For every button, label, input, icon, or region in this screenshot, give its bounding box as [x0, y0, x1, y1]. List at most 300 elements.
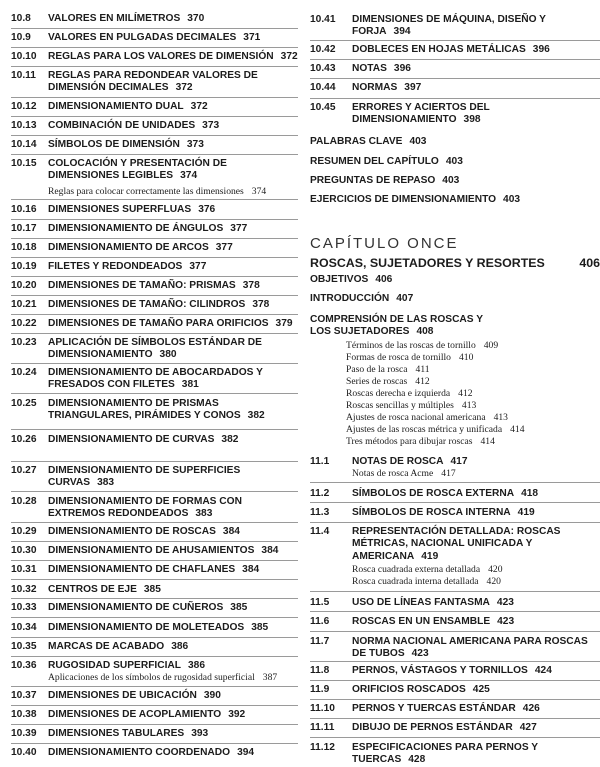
entry-page: 373: [202, 120, 220, 131]
entry-page: 381: [181, 379, 199, 391]
entry-text: [352, 102, 598, 127]
entry-text: [48, 709, 298, 721]
entry-text: [48, 337, 298, 362]
entry-text: [48, 261, 298, 273]
entry-page: 407: [396, 293, 414, 304]
entry-text: [48, 545, 298, 557]
entry-title: NOTAS DE ROSCA: [352, 456, 444, 467]
entry-page: 423: [411, 648, 429, 660]
entry-text: [352, 14, 598, 39]
entry-page: 423: [497, 616, 515, 627]
entry-page: 390: [203, 690, 221, 701]
divider: [310, 661, 600, 662]
entry-page: 386: [188, 660, 206, 671]
subentry-page: 414: [480, 436, 495, 447]
entry-page: 382: [247, 410, 265, 422]
entry-title: DIMENSIONAMIENTO DE SUPERFICIES CURVAS: [48, 465, 241, 489]
entry-title: DOBLECES EN HOJAS METÁLICAS: [352, 44, 526, 55]
divider: [11, 429, 298, 430]
entry-text: [352, 63, 598, 75]
entry-page: 384: [261, 545, 279, 556]
divider: [11, 28, 298, 29]
entry-number: 10.19: [11, 261, 37, 272]
entry-text: [48, 280, 298, 292]
entry-page: 403: [442, 175, 460, 186]
entry-title: DIMENSIONAMIENTO DE CUÑEROS: [48, 602, 224, 613]
entry-title: DIMENSIONAMIENTO DE FORMAS CON EXTREMOS REDONDEADOS: [48, 496, 242, 520]
divider: [310, 78, 600, 79]
entry-page: 384: [222, 526, 240, 537]
entry-title: DIMENSIONES TABULARES: [48, 728, 185, 739]
entry-text: [48, 526, 298, 538]
entry-text: [352, 526, 598, 563]
entry-title: DIMENSIONAMIENTO DUAL: [48, 101, 184, 112]
entry-number: 10.34: [11, 622, 37, 633]
entry-text: [48, 32, 298, 44]
toc-entry: [310, 194, 520, 206]
entry-text: [48, 13, 298, 25]
entry-number: 10.43: [310, 63, 336, 74]
entry-title: RUGOSIDAD SUPERFICIAL: [48, 660, 182, 671]
subentry-title: Rosca cuadrada interna detallada: [352, 576, 479, 587]
divider: [11, 257, 298, 258]
divider: [310, 482, 600, 483]
divider: [11, 541, 298, 542]
entry-title: DIMENSIONAMIENTO DE CHAFLANES: [48, 564, 236, 575]
divider: [11, 276, 298, 277]
entry-title: DIBUJO DE PERNOS ESTÁNDAR: [352, 722, 513, 733]
entry-page: 372: [175, 82, 193, 94]
entry-number: 10.14: [11, 139, 37, 150]
entry-title: DIMENSIONES DE UBICACIÓN: [48, 690, 197, 701]
subentry-title: Ajustes de rosca nacional americana: [346, 412, 486, 423]
entry-title: FILETES Y REDONDEADOS: [48, 261, 183, 272]
entry-title: NORMAS: [352, 82, 398, 93]
entry-text: [352, 597, 598, 609]
entry-title: SÍMBOLOS DE ROSCA EXTERNA: [352, 488, 515, 499]
entry-title: COMBINACIÓN DE UNIDADES: [48, 120, 196, 131]
subentry: [346, 400, 476, 411]
entry-text: [352, 488, 598, 500]
entry-page: 376: [198, 204, 216, 215]
entry-title: DIMENSIONAMIENTO DE ROSCAS: [48, 526, 216, 537]
entry-number: 11.12: [310, 742, 335, 753]
subentry: [48, 672, 277, 683]
entry-number: 10.30: [11, 545, 37, 556]
divider: [11, 656, 298, 657]
entry-number: 10.40: [11, 747, 37, 758]
entry-text: [48, 690, 298, 702]
subentry: [346, 364, 430, 375]
divider: [11, 47, 298, 48]
entry-page: 377: [189, 261, 207, 272]
entry-title: REGLAS PARA LOS VALORES DE DIMENSIÓN: [48, 51, 274, 62]
entry-text: [48, 242, 298, 254]
divider: [11, 154, 298, 155]
entry-number: 11.6: [310, 616, 330, 627]
entry-number: 11.9: [310, 684, 330, 695]
toc-entry: [310, 293, 413, 305]
entry-text: [352, 742, 598, 767]
divider: [310, 522, 600, 523]
entry-number: 10.17: [11, 223, 37, 234]
entry-page: 396: [393, 63, 411, 74]
entry-text: [48, 465, 298, 490]
entry-title: EJERCICIOS DE DIMENSIONAMIENTO: [310, 194, 497, 205]
subentry-title: Formas de rosca de tornillo: [346, 352, 451, 363]
chapter-label: CAPÍTULO ONCE: [310, 235, 459, 252]
entry-title: PERNOS Y TUERCAS ESTÁNDAR: [352, 703, 516, 714]
subentry-title: Aplicaciones de los símbolos de rugosidad superficial: [48, 672, 255, 683]
entry-title: ESPECIFICACIONES PARA PERNOS Y TUERCAS: [352, 742, 538, 766]
entry-number: 11.7: [310, 636, 330, 647]
entry-page: 385: [251, 622, 269, 633]
subentry-title: Términos de las roscas de tornillo: [346, 340, 476, 351]
entry-text: [352, 616, 598, 628]
divider: [310, 591, 600, 592]
divider: [310, 718, 600, 719]
subentry-page: 412: [458, 388, 473, 399]
divider: [310, 59, 600, 60]
entry-page: 426: [522, 703, 540, 714]
subentry-page: 387: [262, 672, 278, 683]
toc-entry: [310, 156, 463, 168]
entry-page: 386: [171, 641, 189, 652]
entry-page: 377: [230, 223, 248, 234]
entry-text: [48, 299, 298, 311]
toc-entry: [310, 314, 485, 339]
entry-text: [352, 703, 598, 715]
subentry: [346, 424, 525, 435]
divider: [11, 461, 298, 462]
entry-number: 10.37: [11, 690, 37, 701]
entry-number: 10.18: [11, 242, 37, 253]
divider: [11, 199, 298, 200]
entry-number: 10.22: [11, 318, 37, 329]
entry-title: COMPRENSIÓN DE LAS ROSCAS Y LOS SUJETADORES: [310, 314, 483, 338]
entry-number: 11.1: [310, 456, 330, 467]
entry-page: 370: [187, 13, 205, 24]
entry-number: 10.38: [11, 709, 37, 720]
entry-page: 425: [472, 684, 490, 695]
entry-page: 396: [532, 44, 550, 55]
entry-text: [352, 507, 598, 519]
entry-text: [48, 70, 298, 95]
entry-number: 10.29: [11, 526, 37, 537]
entry-page: 394: [237, 747, 255, 758]
entry-number: 10.36: [11, 660, 37, 671]
entry-number: 11.10: [310, 703, 335, 714]
entry-title: DIMENSIONAMIENTO DE MOLETEADOS: [48, 622, 245, 633]
divider: [11, 295, 298, 296]
entry-number: 10.10: [11, 51, 37, 62]
entry-number: 10.20: [11, 280, 37, 291]
entry-number: 11.8: [310, 665, 330, 676]
subentry-title: Series de roscas: [346, 376, 408, 387]
entry-number: 10.27: [11, 465, 37, 476]
subentry: [352, 564, 503, 575]
entry-title: RESUMEN DEL CAPÍTULO: [310, 156, 439, 167]
entry-title: OBJETIVOS: [310, 274, 369, 285]
entry-text: [48, 158, 298, 183]
entry-number: 10.11: [11, 70, 36, 81]
entry-number: 10.28: [11, 496, 37, 507]
entry-number: 10.8: [11, 13, 31, 24]
subentry: [346, 388, 473, 399]
entry-title: PREGUNTAS DE REPASO: [310, 175, 436, 186]
entry-title: USO DE LÍNEAS FANTASMA: [352, 597, 490, 608]
divider: [310, 502, 600, 503]
entry-title: SÍMBOLOS DE ROSCA INTERNA: [352, 507, 511, 518]
entry-page: 419: [517, 507, 535, 518]
entry-text: [48, 367, 298, 392]
entry-number: 10.33: [11, 602, 37, 613]
entry-page: 403: [445, 156, 463, 167]
subentry: [346, 340, 498, 351]
entry-text: [48, 101, 298, 113]
entry-title: DIMENSIONES DE ACOPLAMIENTO: [48, 709, 222, 720]
entry-page: 403: [503, 194, 521, 205]
subentry: [346, 436, 495, 447]
entry-page: 398: [463, 114, 481, 126]
entry-number: 11.11: [310, 722, 335, 733]
entry-page: 424: [534, 665, 552, 676]
divider: [11, 219, 298, 220]
divider: [11, 617, 298, 618]
entry-number: 10.16: [11, 204, 37, 215]
subentry-page: 411: [415, 364, 430, 375]
entry-page: 378: [252, 299, 270, 310]
entry-number: 10.12: [11, 101, 37, 112]
entry-page: 403: [409, 136, 427, 147]
divider: [11, 491, 298, 492]
entry-title: MARCAS DE ACABADO: [48, 641, 165, 652]
entry-page: 408: [416, 326, 434, 338]
entry-text: [48, 641, 298, 653]
entry-text: [48, 204, 298, 216]
entry-page: 397: [404, 82, 422, 93]
subentry-page: 413: [461, 400, 477, 411]
divider: [11, 686, 298, 687]
entry-text: [48, 564, 298, 576]
subentry-title: Notas de rosca Acme: [352, 468, 434, 479]
entry-title: DIMENSIONAMIENTO COORDENADO: [48, 747, 231, 758]
divider: [11, 66, 298, 67]
subentry-title: Tres métodos para dibujar roscas: [346, 436, 473, 447]
entry-title: INTRODUCCIÓN: [310, 293, 390, 304]
entry-number: 10.21: [11, 299, 37, 310]
subentry: [346, 352, 473, 363]
entry-title: REGLAS PARA REDONDEAR VALORES DE DIMENSIÓN DECIMALES: [48, 70, 258, 94]
subentry: [48, 186, 266, 197]
entry-title: SÍMBOLOS DE DIMENSIÓN: [48, 139, 180, 150]
entry-text: [48, 496, 298, 521]
subentry: [346, 376, 430, 387]
entry-number: 10.42: [310, 44, 336, 55]
subentry-title: Roscas derecha e izquierda: [346, 388, 451, 399]
entry-text: [48, 223, 298, 235]
entry-number: 10.31: [11, 564, 37, 575]
divider: [11, 705, 298, 706]
subentry-page: 374: [251, 186, 267, 197]
divider: [11, 724, 298, 725]
divider: [310, 40, 600, 41]
subentry-title: Paso de la rosca: [346, 364, 408, 375]
entry-title: NOTAS: [352, 63, 387, 74]
entry-number: 10.39: [11, 728, 37, 739]
subentry-page: 409: [483, 340, 499, 351]
entry-page: 417: [450, 456, 468, 467]
entry-title: PALABRAS CLAVE: [310, 136, 403, 147]
entry-text: [352, 44, 598, 56]
entry-number: 10.32: [11, 584, 37, 595]
subentry: [352, 576, 501, 587]
subentry-title: Rosca cuadrada externa detallada: [352, 564, 481, 575]
entry-title: NORMA NACIONAL AMERICANA PARA ROSCAS DE TUBOS: [352, 636, 588, 660]
entry-title: ROSCAS EN UN ENSAMBLE: [352, 616, 491, 627]
entry-page: 419: [421, 550, 439, 562]
entry-number: 10.26: [11, 434, 37, 445]
entry-page: 392: [228, 709, 246, 720]
entry-page: 380: [159, 349, 177, 361]
entry-title: DIMENSIONES DE TAMAÑO PARA ORIFICIOS: [48, 318, 269, 329]
entry-text: [48, 728, 298, 740]
entry-title: APLICACIÓN DE SÍMBOLOS ESTÁNDAR DE DIMENSIONAMIENTO: [48, 337, 262, 361]
divider: [310, 737, 600, 738]
entry-page: 384: [242, 564, 260, 575]
entry-title: COLOCACIÓN Y PRESENTACIÓN DE DIMENSIONES LEGIBLES: [48, 158, 227, 182]
entry-text: [48, 434, 298, 446]
subentry-title: Ajustes de las roscas métrica y unificada: [346, 424, 503, 435]
entry-title: REPRESENTACIÓN DETALLADA: ROSCAS MÉTRICAS, NACIONAL UNIFICADA Y AMERICANA: [352, 526, 561, 562]
divider: [11, 333, 298, 334]
divider: [11, 314, 298, 315]
subentry-page: 412: [415, 376, 430, 387]
entry-text: [352, 722, 598, 734]
entry-number: 10.9: [11, 32, 31, 43]
entry-title: ORIFICIOS ROSCADOS: [352, 684, 466, 695]
entry-text: [48, 120, 298, 132]
entry-page: 428: [408, 754, 426, 766]
entry-text: [48, 622, 298, 634]
entry-title: CENTROS DE EJE: [48, 584, 137, 595]
entry-title: DIMENSIONAMIENTO DE ARCOS: [48, 242, 209, 253]
entry-number: 10.45: [310, 102, 336, 113]
divider: [11, 97, 298, 98]
subentry-page: 417: [441, 468, 456, 479]
entry-text: [48, 51, 298, 63]
entry-title: PERNOS, VÁSTAGOS Y TORNILLOS: [352, 665, 528, 676]
entry-title: DIMENSIONAMIENTO DE ÁNGULOS: [48, 223, 224, 234]
subentry-page: 420: [488, 564, 503, 575]
entry-text: [352, 684, 598, 696]
divider: [310, 680, 600, 681]
subentry-title: Roscas sencillas y múltiples: [346, 400, 454, 411]
entry-text: [48, 398, 298, 423]
subentry-page: 410: [458, 352, 474, 363]
divider: [11, 598, 298, 599]
entry-page: 406: [375, 274, 393, 285]
entry-number: 10.35: [11, 641, 37, 652]
entry-page: 418: [521, 488, 539, 499]
divider: [310, 611, 600, 612]
subentry-title: Reglas para colocar correctamente las dimensiones: [48, 186, 244, 197]
chapter-title-text: ROSCAS, SUJETADORES Y RESORTES: [310, 256, 545, 270]
entry-page: 385: [230, 602, 248, 613]
entry-title: VALORES EN PULGADAS DECIMALES: [48, 32, 237, 43]
divider: [310, 98, 600, 99]
entry-page: 372: [280, 51, 298, 62]
subentry: [346, 412, 508, 423]
entry-text: [48, 602, 298, 614]
entry-page: 385: [143, 584, 161, 595]
toc-entry: [310, 274, 392, 286]
entry-page: 374: [180, 170, 198, 182]
subentry-page: 413: [493, 412, 508, 423]
entry-number: 10.44: [310, 82, 336, 93]
entry-number: 10.25: [11, 398, 37, 409]
subentry-page: 420: [486, 576, 501, 587]
entry-text: [48, 584, 298, 596]
entry-number: 11.5: [310, 597, 330, 608]
divider: [11, 393, 298, 394]
chapter-page: 406: [579, 256, 600, 270]
divider: [11, 238, 298, 239]
entry-text: [48, 660, 298, 672]
entry-title: DIMENSIONAMIENTO DE CURVAS: [48, 434, 215, 445]
entry-title: DIMENSIONES SUPERFLUAS: [48, 204, 192, 215]
entry-number: 10.13: [11, 120, 37, 131]
entry-number: 10.24: [11, 367, 37, 378]
entry-number: 10.15: [11, 158, 37, 169]
divider: [310, 699, 600, 700]
divider: [11, 363, 298, 364]
entry-text: [352, 82, 598, 94]
entry-number: 11.3: [310, 507, 330, 518]
subentry-page: 414: [510, 424, 525, 435]
entry-page: 373: [186, 139, 204, 150]
entry-title: DIMENSIONES DE TAMAÑO: CILINDROS: [48, 299, 246, 310]
entry-text: [48, 139, 298, 151]
entry-number: 11.2: [310, 488, 330, 499]
entry-page: 423: [496, 597, 514, 608]
entry-title: DIMENSIONES DE MÁQUINA, DISEÑO Y FORJA: [352, 14, 546, 38]
entry-page: 394: [393, 26, 411, 38]
entry-text: [352, 456, 598, 468]
entry-page: 382: [221, 434, 239, 445]
subentry: [352, 468, 456, 479]
entry-number: 10.23: [11, 337, 37, 348]
entry-text: [48, 318, 298, 330]
chapter-title: [310, 256, 600, 271]
divider: [11, 637, 298, 638]
divider: [11, 743, 298, 744]
entry-page: 371: [243, 32, 261, 43]
toc-entry: [310, 136, 426, 148]
divider: [11, 560, 298, 561]
entry-page: 378: [242, 280, 260, 291]
entry-title: ERRORES Y ACIERTOS DEL DIMENSIONAMIENTO: [352, 102, 490, 126]
entry-title: DIMENSIONAMIENTO DE PRISMAS TRIANGULARES, PIRÁMIDES Y CONOS: [48, 398, 241, 422]
divider: [11, 116, 298, 117]
entry-page: 377: [215, 242, 233, 253]
entry-page: 427: [519, 722, 537, 733]
divider: [11, 135, 298, 136]
entry-number: 11.4: [310, 526, 330, 537]
entry-page: 379: [275, 318, 293, 329]
entry-title: DIMENSIONES DE TAMAÑO: PRISMAS: [48, 280, 236, 291]
entry-title: DIMENSIONAMIENTO DE ABOCARDADOS Y FRESADOS CON FILETES: [48, 367, 263, 391]
